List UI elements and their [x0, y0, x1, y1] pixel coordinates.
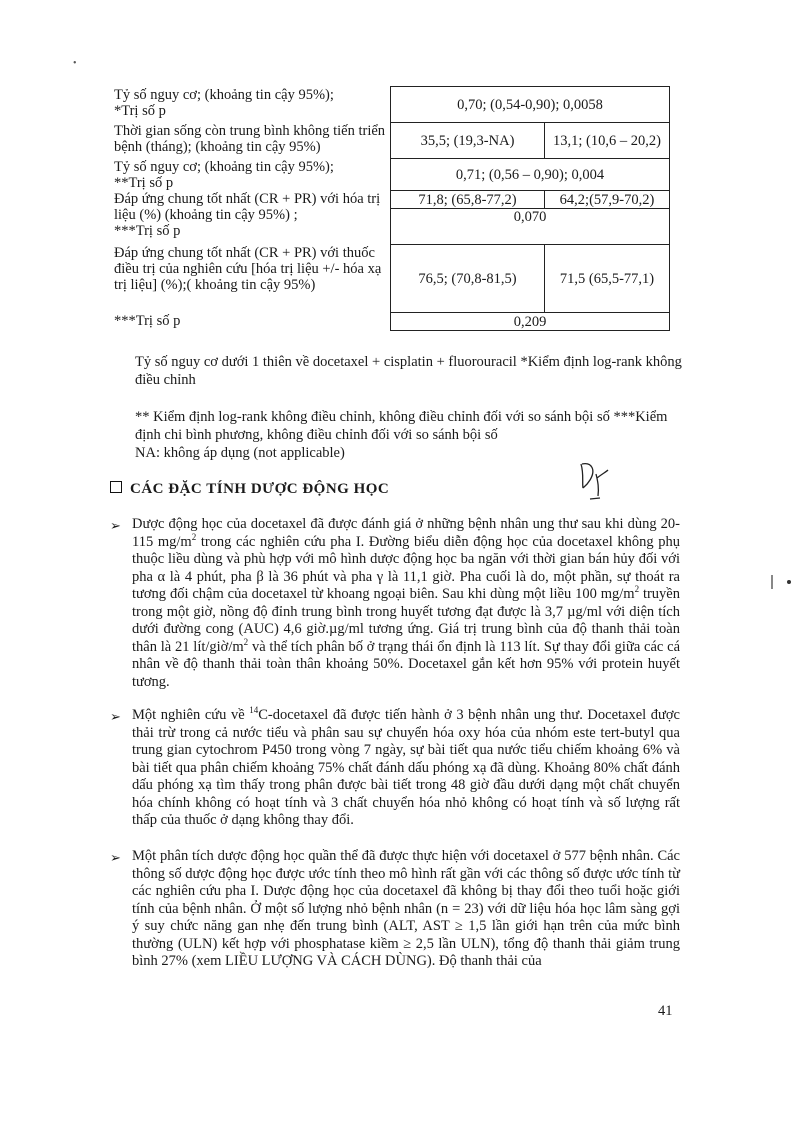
text-run: trong các nghiên cứu pha I. Đường biểu diễn động học của docetaxel không phụ thuộc liều dùng và phù hợp với mô hình dược động học ba ngăn với thời gian bán hủy đối với pha α là 4 phút, pha β là 36 phút và pha γ là 11,1 giờ. Pha cuối là do, một phần, sự thoát ra tương đối chậm của docetaxel từ khoang ngoại biên. Sau khi dùng một liều 100 mg/m	[132, 533, 680, 602]
footnote-text: Tỷ số nguy cơ dưới 1 thiên về docetaxel + cisplatin + fluorouracil *Kiểm định log-rank không điều chỉnh	[135, 354, 682, 388]
scan-edge-dot	[787, 580, 791, 584]
paragraph-text	[132, 707, 680, 830]
table-row	[110, 159, 670, 191]
text-run: Một nghiên cứu về	[132, 707, 250, 723]
superscript: 2	[191, 531, 197, 542]
table-row	[110, 245, 670, 313]
row-value-a: 76,5; (70,8-81,5)	[391, 245, 545, 313]
row-value-b: 71,5 (65,5-77,1)	[545, 245, 670, 313]
footnote-text: ** Kiểm định log-rank không điều chỉnh, không điều chỉnh đối với so sánh bội số ***Kiểm định chi bình phương, không điều chỉnh đối với so sánh bội số	[135, 409, 668, 443]
footnote-na: NA: không áp dụng (not applicable)	[135, 445, 345, 461]
checkbox-square-icon	[110, 481, 122, 493]
row-value: 0,71; (0,56 – 0,90); 0,004	[391, 159, 670, 191]
arrow-bullet-icon: ➢	[110, 850, 121, 865]
arrow-bullet-icon: ➢	[110, 709, 121, 724]
row-label: Đáp ứng chung tốt nhất (CR + PR) với thuốc điều trị của nghiên cứu [hóa trị liệu +/- hóa xạ trị liệu] (%);( khoảng tin cậy 95%)	[110, 245, 391, 313]
text-run: và thể tích phân bố ở trạng thái ổn định là 113 lít. Sự thay đổi giữa các cá nhân về độ thanh thải toàn thân khoảng 50%. Docetaxel gắn kết hơn 95% với protein huyết tương.	[132, 638, 681, 690]
superscript: 2	[243, 636, 249, 647]
row-label: Thời gian sống còn trung bình không tiến triển bệnh (tháng); (khoảng tin cậy 95%)	[110, 123, 391, 159]
row-value-a: 71,8; (65,8-77,2)	[391, 191, 545, 209]
scan-edge-mark	[771, 575, 773, 589]
superscript: 14	[249, 705, 259, 716]
table-row	[110, 313, 670, 331]
table-row	[110, 87, 670, 123]
table-footnote-2	[135, 408, 695, 462]
section-heading	[110, 481, 389, 498]
row-value-b: 64,2;(57,9-70,2)	[545, 191, 670, 209]
page-number: 41	[658, 1003, 673, 1019]
section-title-text: CÁC ĐẶC TÍNH DƯỢC ĐỘNG HỌC	[130, 481, 390, 497]
stray-dot: •	[73, 58, 77, 69]
text-run: C-docetaxel đã được tiến hành ở 3 bệnh nhân ung thư. Docetaxel được thải trừ trong cả nước tiểu và phân sau sự chuyển hóa oxy hóa của nhóm este tert-butyl qua trung gian cytochrom P450 trong vòng 7 ngày, sự bài tiết qua nước tiểu chiếm khoảng 6% và bài tiết qua phân chiếm khoảng 75% chất đánh dấu phóng xạ đã dùng. Khoảng 80% chất đánh dấu phóng xạ tìm thấy trong phân được bài tiết trong 48 giờ đầu dưới dạng một chất chuyển hóa chính không có hoạt tính và 3 chất chuyển hóa nhỏ không có hoạt tính và số lượng rất thấp của thuốc ở dạng không thay đổi.	[132, 707, 680, 828]
text-run: truyền trong một giờ, nồng độ đỉnh trung bình trong huyết tương đạt được là 3,7 µg/ml với diện tích dưới đường cong (AUC) 4,6 giờ.µg/ml tương ứng. Giá trị trung bình của độ thanh thải toàn thân là 21 lít/giờ/m	[132, 586, 680, 655]
table-row	[110, 191, 670, 209]
table-footnote-1	[135, 353, 695, 389]
paragraph-text	[132, 516, 680, 691]
row-value-b: 13,1; (10,6 – 20,2)	[545, 123, 670, 159]
superscript: 2	[634, 584, 640, 595]
arrow-bullet-icon: ➢	[110, 518, 121, 533]
row-label: ***Trị số p	[110, 313, 391, 331]
efficacy-table	[110, 86, 670, 331]
handwritten-initials	[578, 458, 614, 500]
row-value: 0,70; (0,54-0,90); 0,0058	[391, 87, 670, 123]
row-label: Đáp ứng chung tốt nhất (CR + PR) với hóa trị liệu (%) (khoảng tin cậy 95%) ; ***Trị số p	[110, 191, 391, 245]
row-label: Tỷ số nguy cơ; (khoảng tin cậy 95%); **Trị số p	[110, 159, 391, 191]
row-pvalue: 0,070	[391, 209, 670, 245]
row-value: 0,209	[391, 313, 670, 331]
table-row	[110, 123, 670, 159]
row-value-a: 35,5; (19,3-NA)	[391, 123, 545, 159]
row-label: Tỷ số nguy cơ; (khoảng tin cậy 95%); *Trị số p	[110, 87, 391, 123]
text-run: Dược động học của docetaxel đã được đánh giá ở những bệnh nhân ung thư sau khi dùng 20-115 mg/m	[132, 516, 680, 550]
paragraph-text: Một phân tích dược động học quần thể đã được thực hiện với docetaxel ở 577 bệnh nhân. Các thông số dược động học được ước tính theo mô hình rất gần với các thông số được ước tính từ các nghiên cứu pha I. Dược động học của docetaxel đã không bị thay đổi theo tuổi hoặc giới tính của bệnh nhân. Ở một số lượng nhỏ bệnh nhân (n = 23) với dữ liệu hóa học lâm sàng gợi ý suy chức năng gan nhẹ đến trung bình (ALT, AST ≥ 1,5 lần giới hạn trên của mức bình thường (ULN) kết hợp với phosphatase kiềm ≥ 2,5 lần ULN), tổng độ thanh thải giảm trung bình 27% (xem LIỀU LƯỢNG VÀ CÁCH DÙNG). Độ thanh thải của	[132, 848, 680, 969]
